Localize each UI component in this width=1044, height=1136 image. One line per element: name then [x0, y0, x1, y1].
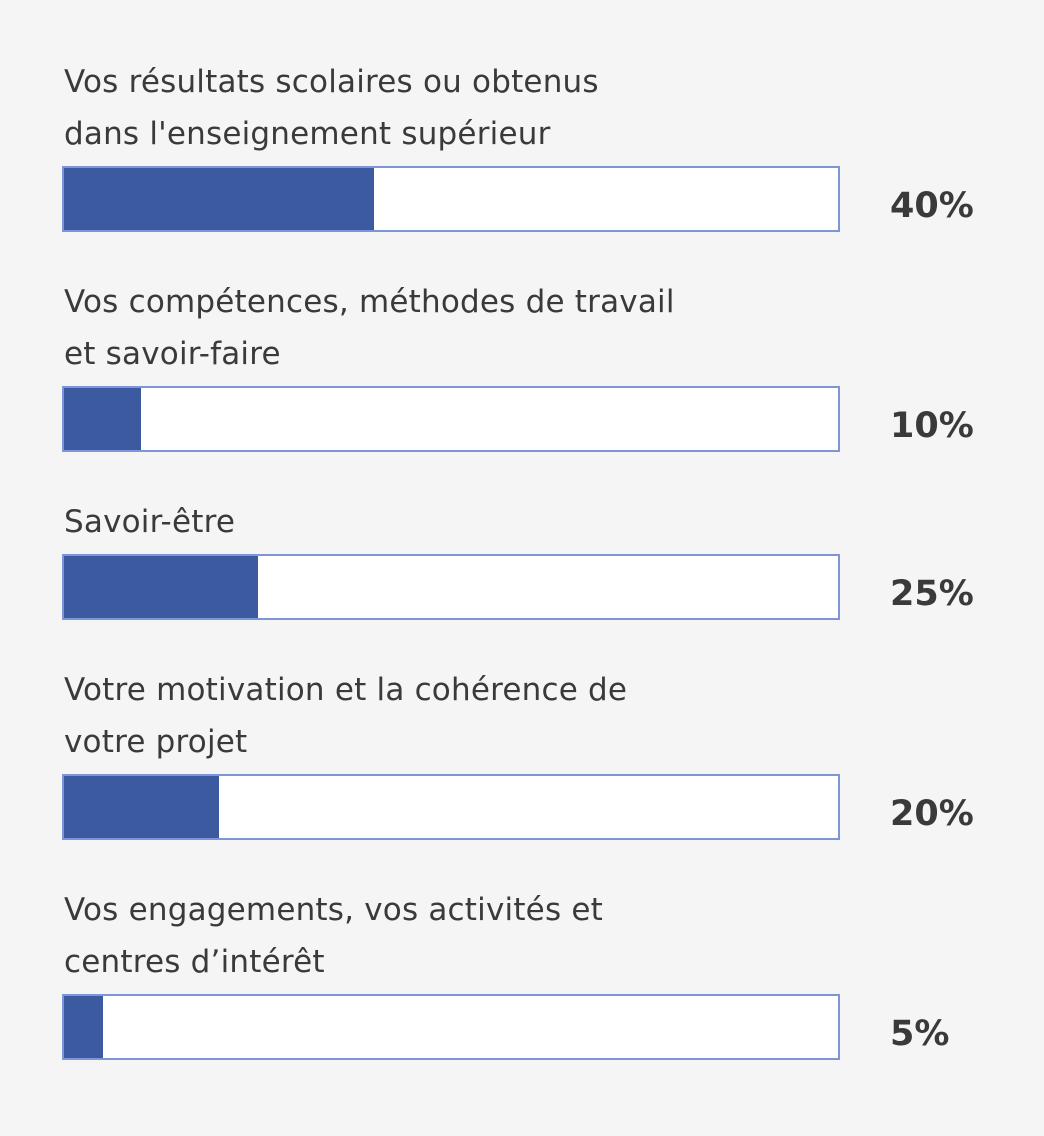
- value-label: 10%: [890, 406, 974, 446]
- bar-track: [62, 166, 840, 232]
- bar-fill: [64, 556, 258, 618]
- bar-fill: [64, 776, 219, 838]
- value-label: 20%: [890, 794, 974, 834]
- category-label: Vos engagements, vos activités et centres d’intérêt: [64, 892, 603, 980]
- bar-track: [62, 994, 840, 1060]
- value-label: 5%: [890, 1014, 950, 1054]
- bar-track: [62, 386, 840, 452]
- category-label: Vos résultats scolaires ou obtenus dans l'enseignement supérieur: [64, 64, 599, 152]
- category-label: Votre motivation et la cohérence de votre projet: [64, 672, 628, 760]
- bar-track: [62, 774, 840, 840]
- bar-fill: [64, 996, 103, 1058]
- value-label: 40%: [890, 186, 974, 226]
- bar-track: [62, 554, 840, 620]
- bar-fill: [64, 168, 374, 230]
- value-label: 25%: [890, 574, 974, 614]
- category-label: Vos compétences, méthodes de travail et savoir-faire: [64, 284, 675, 372]
- category-label: Savoir-être: [64, 504, 236, 540]
- bar-fill: [64, 388, 141, 450]
